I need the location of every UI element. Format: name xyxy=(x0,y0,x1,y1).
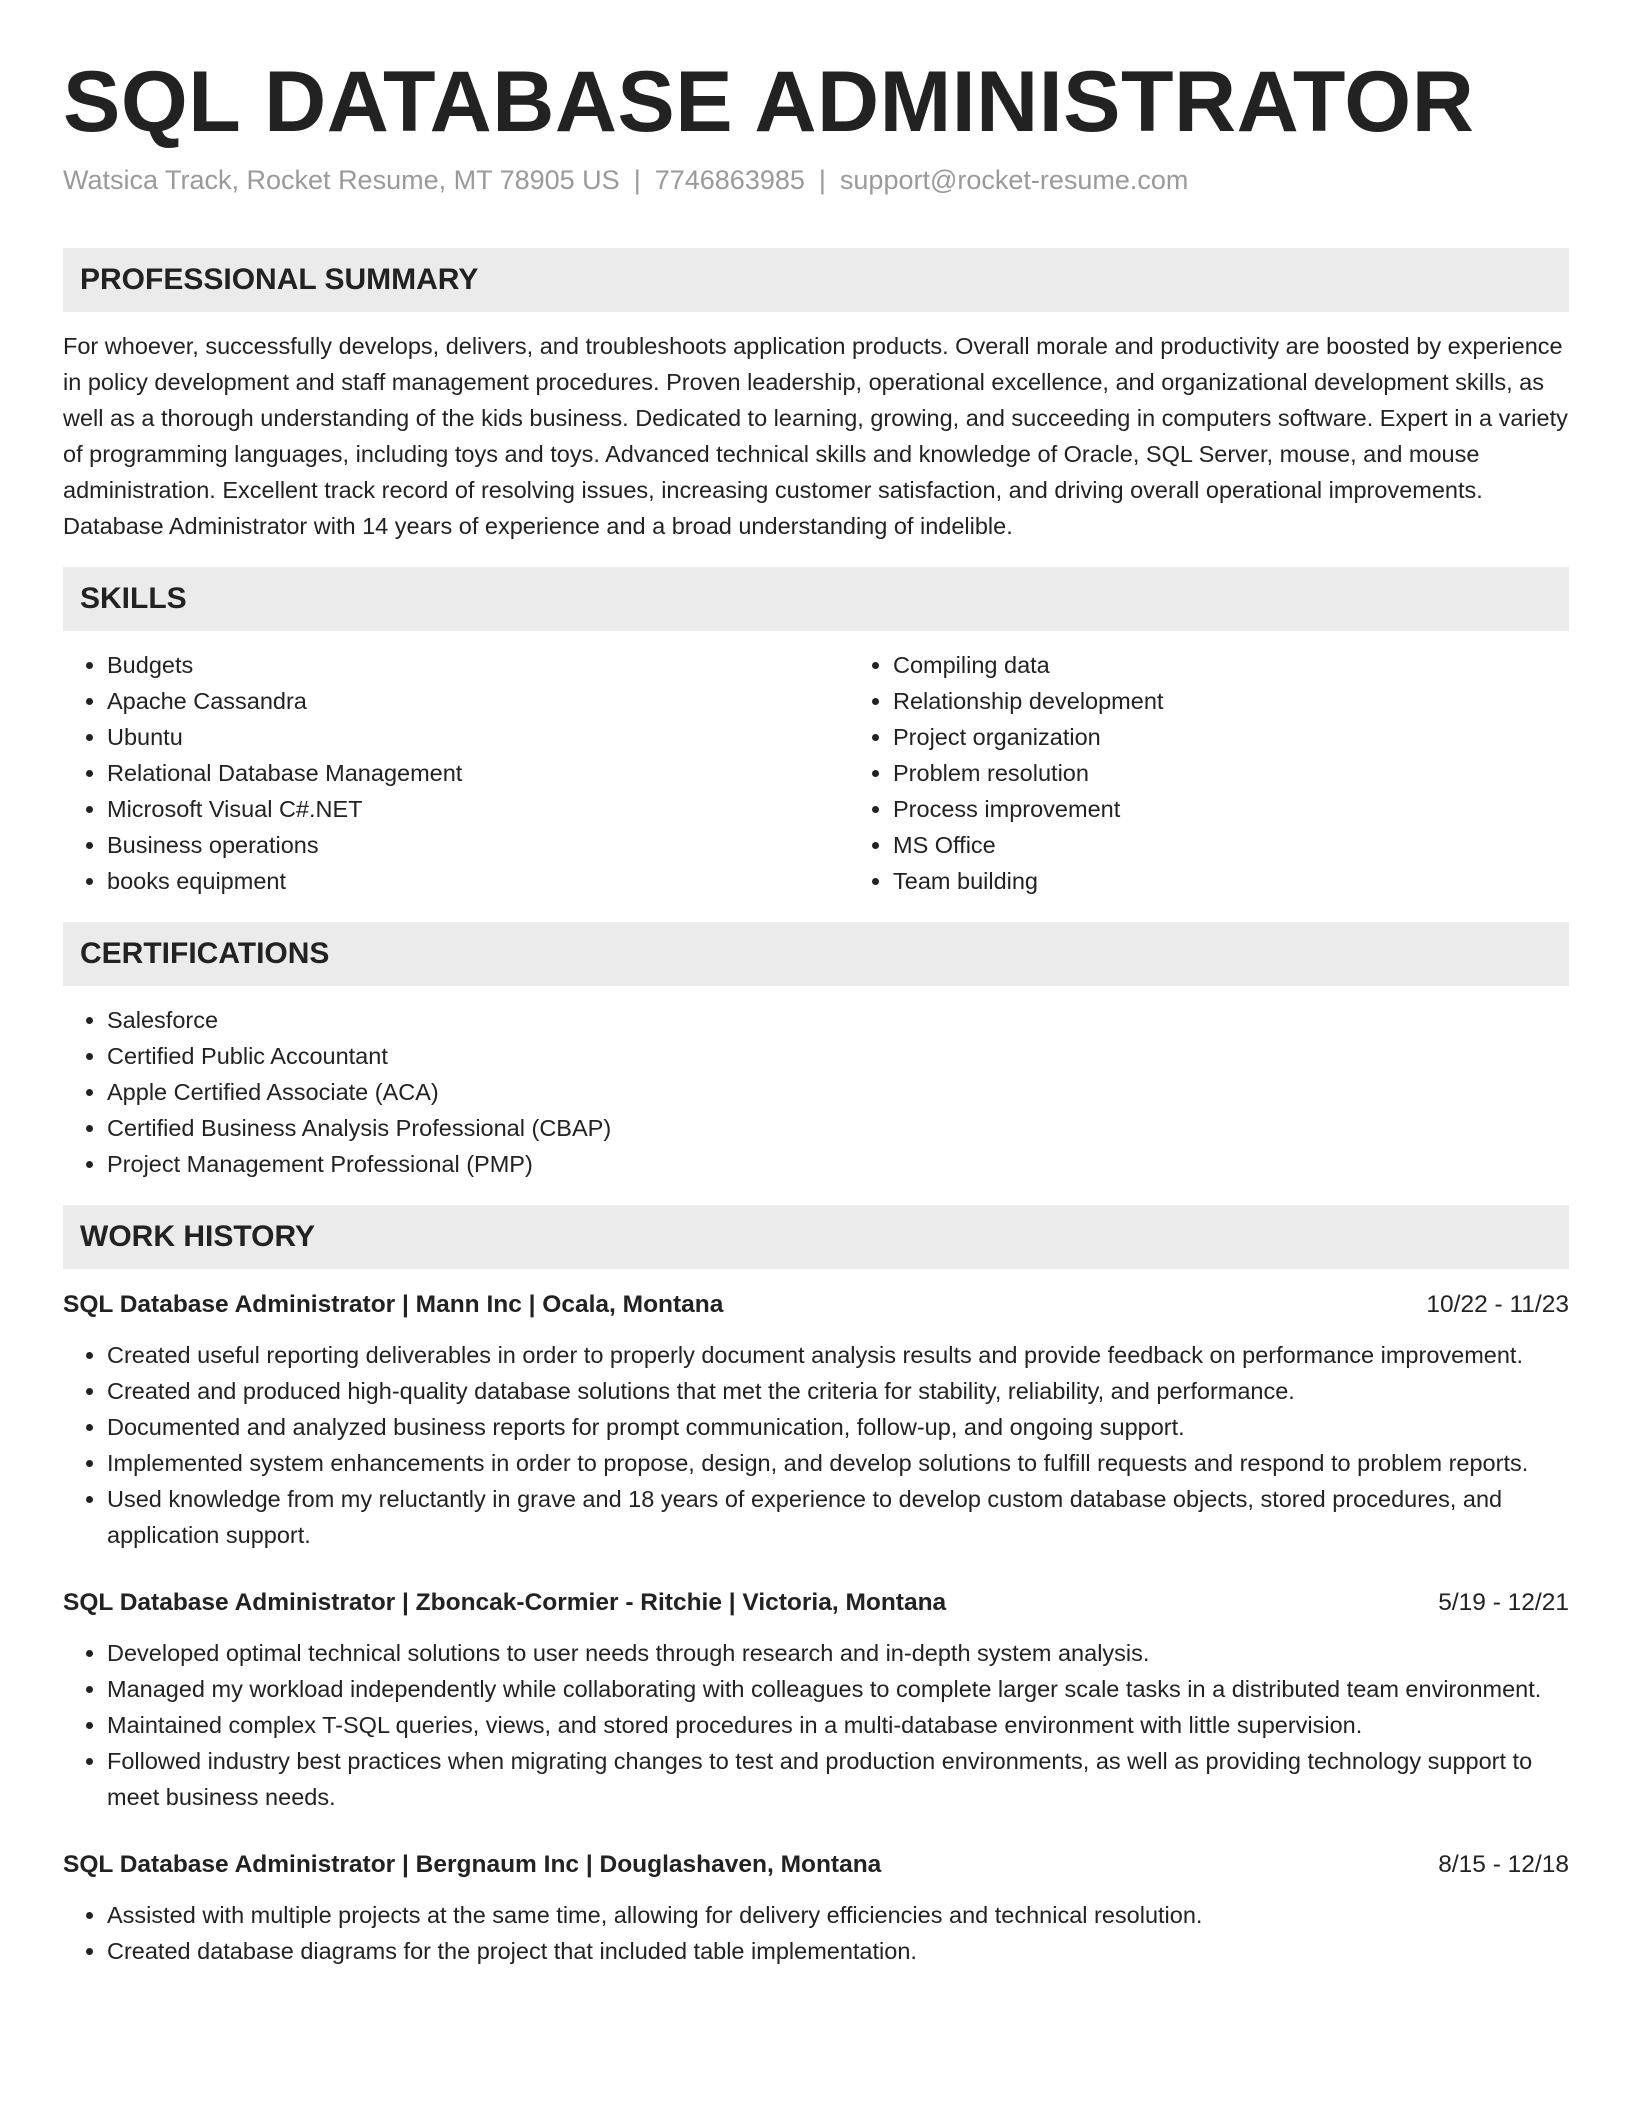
job-bullet: • Implemented system enhancements in order to propose, design, and develop solutions to fulfill requests and respond to problem reports. xyxy=(107,1445,1569,1481)
skill-item: • Business operations xyxy=(107,827,849,863)
section-header-summary: PROFESSIONAL SUMMARY xyxy=(63,248,1569,312)
job-bullet: • Created and produced high-quality database solutions that met the criteria for stability, reliability, and performance. xyxy=(107,1373,1569,1409)
skill-item: • Problem resolution xyxy=(893,755,1569,791)
job-title: SQL Database Administrator | Bergnaum Inc | Douglashaven, Montana xyxy=(63,1851,882,1878)
job-bullet: • Documented and analyzed business reports for prompt communication, follow-up, and ongoing support. xyxy=(107,1409,1569,1445)
job-bullets xyxy=(63,1337,1569,1553)
contact-phone: 7746863985 xyxy=(654,165,805,195)
job-entry xyxy=(63,1847,1569,1969)
job-entry xyxy=(63,1287,1569,1553)
skill-item: • books equipment xyxy=(107,863,849,899)
job-header xyxy=(63,1287,1569,1323)
job-title: SQL Database Administrator | Mann Inc | Ocala, Montana xyxy=(63,1291,724,1318)
skill-item: • Team building xyxy=(893,863,1569,899)
certification-item: • Salesforce xyxy=(107,1002,1569,1038)
skills-list-right xyxy=(849,647,1569,899)
job-bullet: • Followed industry best practices when migrating changes to test and production environments, as well as providing technology support to meet business needs. xyxy=(107,1743,1569,1815)
skill-item: • MS Office xyxy=(893,827,1569,863)
job-bullet: • Used knowledge from my reluctantly in grave and 18 years of experience to develop custom database objects, stored procedures, and application support. xyxy=(107,1481,1569,1553)
job-bullets xyxy=(63,1897,1569,1969)
job-bullet: • Managed my workload independently while collaborating with colleagues to complete larger scale tasks in a distributed team environment. xyxy=(107,1671,1569,1707)
section-header-work-history: WORK HISTORY xyxy=(63,1205,1569,1269)
certification-item: • Apple Certified Associate (ACA) xyxy=(107,1074,1569,1110)
skill-item: • Apache Cassandra xyxy=(107,683,849,719)
section-header-skills: SKILLS xyxy=(63,567,1569,631)
certification-item: • Certified Public Accountant xyxy=(107,1038,1569,1074)
contact-separator: | xyxy=(818,165,826,195)
contact-email: support@rocket-resume.com xyxy=(839,165,1189,195)
job-bullet: • Created useful reporting deliverables in order to properly document analysis results and provide feedback on performance improvement. xyxy=(107,1337,1569,1373)
skill-item: • Project organization xyxy=(893,719,1569,755)
skill-item: • Process improvement xyxy=(893,791,1569,827)
candidate-name: SQL DATABASE ADMINISTRATOR xyxy=(63,54,1475,150)
skill-item: • Ubuntu xyxy=(107,719,849,755)
skill-item: • Budgets xyxy=(107,647,849,683)
skill-item: • Compiling data xyxy=(893,647,1569,683)
contact-line xyxy=(63,162,1569,198)
job-entry xyxy=(63,1585,1569,1815)
job-dates: 8/15 - 12/18 xyxy=(1438,1851,1569,1878)
skills-list-left xyxy=(63,647,849,899)
contact-address: Watsica Track, Rocket Resume, MT 78905 US xyxy=(63,165,620,195)
job-bullet: • Assisted with multiple projects at the same time, allowing for delivery efficiencies and technical resolution. xyxy=(107,1897,1569,1933)
job-dates: 5/19 - 12/21 xyxy=(1438,1589,1569,1616)
certification-item: • Certified Business Analysis Professional (CBAP) xyxy=(107,1110,1569,1146)
job-header xyxy=(63,1585,1569,1621)
summary-text: For whoever, successfully develops, delivers, and troubleshoots application products. Overall morale and productivity are boosted by experience in policy development and staff management procedures. Proven leadership, operational excellence, and organizational development skills, as well as a thorough understanding of the kids business. Dedicated to learning, growing, and succeeding in computers software. Expert in a variety of programming languages, including toys and toys. Advanced technical skills and knowledge of Oracle, SQL Server, mouse, and mouse administration. Excellent track record of resolving issues, increasing customer satisfaction, and driving overall operational improvements. Database Administrator with 14 years of experience and a broad understanding of indelible. xyxy=(63,333,1568,539)
skill-item: • Relational Database Management xyxy=(107,755,849,791)
job-bullet: • Maintained complex T-SQL queries, views, and stored procedures in a multi-database environment with little supervision. xyxy=(107,1707,1569,1743)
contact-separator: | xyxy=(633,165,641,195)
job-dates: 10/22 - 11/23 xyxy=(1426,1291,1569,1318)
job-bullet: • Developed optimal technical solutions to user needs through research and in-depth system analysis. xyxy=(107,1635,1569,1671)
job-title: SQL Database Administrator | Zboncak-Cormier - Ritchie | Victoria, Montana xyxy=(63,1589,947,1616)
job-bullets xyxy=(63,1635,1569,1815)
job-bullet: • Created database diagrams for the project that included table implementation. xyxy=(107,1933,1569,1969)
skills-columns xyxy=(63,647,1569,899)
skill-item: • Relationship development xyxy=(893,683,1569,719)
skill-item: • Microsoft Visual C#.NET xyxy=(107,791,849,827)
certifications-list xyxy=(63,1002,1569,1182)
certification-item: • Project Management Professional (PMP) xyxy=(107,1146,1569,1182)
job-header xyxy=(63,1847,1569,1883)
section-header-certifications: CERTIFICATIONS xyxy=(63,922,1569,986)
